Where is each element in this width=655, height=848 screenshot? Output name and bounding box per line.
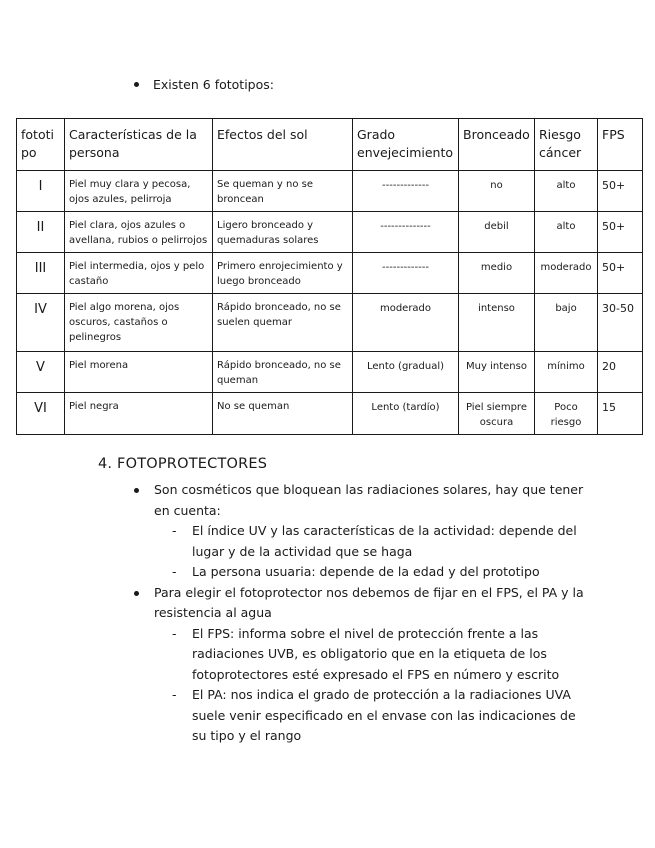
cell-fototipo: I [17, 171, 65, 212]
cell-envejecimiento: moderado [353, 294, 459, 352]
sub-list-item [134, 521, 584, 562]
table-header-row [17, 119, 643, 171]
intro-bullet [134, 77, 274, 92]
cell-efectos: Ligero bronceado y quemaduras solares [213, 212, 353, 253]
cell-fototipo: II [17, 212, 65, 253]
header-bronceado: Bronceado [459, 119, 535, 171]
cell-fototipo: III [17, 253, 65, 294]
cell-bronceado: Muy intenso [459, 352, 535, 393]
fototipos-table [16, 118, 643, 435]
cell-riesgo: alto [535, 212, 598, 253]
cell-envejecimiento: Lento (gradual) [353, 352, 459, 393]
dash-icon: - [172, 523, 177, 538]
table-row [17, 294, 643, 352]
cell-bronceado: medio [459, 253, 535, 294]
table-row [17, 253, 643, 294]
intro-text: Existen 6 fototipos: [153, 77, 274, 92]
list-item [134, 583, 584, 624]
dash-icon: - [172, 687, 177, 702]
cell-caracteristicas: Piel negra [65, 393, 213, 435]
cell-fps: 50+ [598, 253, 643, 294]
table-row [17, 171, 643, 212]
cell-caracteristicas: Piel clara, ojos azules o avellana, rubios o pelirrojos [65, 212, 213, 253]
cell-fototipo: VI [17, 393, 65, 435]
cell-envejecimiento: -------------- [353, 212, 459, 253]
cell-envejecimiento: ------------- [353, 253, 459, 294]
cell-fps: 30-50 [598, 294, 643, 352]
sub-item-text: El FPS: informa sobre el nivel de protección frente a las radiaciones UVB, es obligatorio que en la etiqueta de los fotoprotectores esté expresado el FPS en número y escrito [192, 625, 560, 682]
sub-item-text: El PA: nos indica el grado de protección a la radiaciones UVA suele venir especificado en el envase con las indicaciones de su tipo y el rango [192, 687, 576, 743]
dash-icon: - [172, 625, 177, 641]
cell-caracteristicas: Piel muy clara y pecosa, ojos azules, pelirroja [65, 171, 213, 212]
header-riesgo: Riesgo cáncer [535, 119, 598, 171]
sub-list-item [134, 624, 584, 686]
bullet-text: Para elegir el fotoprotector nos debemos de fijar en el FPS, el PA y la resistencia al agua [154, 584, 584, 620]
cell-riesgo: mínimo [535, 352, 598, 393]
section-title: 4. FOTOPROTECTORES [98, 456, 268, 472]
cell-bronceado: debil [459, 212, 535, 253]
cell-bronceado: no [459, 171, 535, 212]
cell-fototipo: IV [17, 294, 65, 352]
header-fps: FPS [598, 119, 643, 171]
table-row [17, 352, 643, 393]
cell-riesgo: moderado [535, 253, 598, 294]
cell-efectos: Se queman y no se broncean [213, 171, 353, 212]
header-envejecimiento: Grado envejecimiento [353, 119, 459, 171]
sub-list-item [134, 685, 584, 747]
cell-efectos: Rápido bronceado, no se suelen quemar [213, 294, 353, 352]
cell-fps: 15 [598, 393, 643, 435]
header-fototipo: fototipo [17, 119, 65, 171]
cell-fps: 20 [598, 352, 643, 393]
sub-list-item [134, 562, 584, 583]
cell-efectos: Primero enrojecimiento y luego bronceado [213, 253, 353, 294]
cell-caracteristicas: Piel intermedia, ojos y pelo castaño [65, 253, 213, 294]
cell-bronceado: intenso [459, 294, 535, 352]
bullet-icon [134, 82, 139, 87]
cell-bronceado: Piel siempre oscura [459, 393, 535, 435]
cell-riesgo: bajo [535, 294, 598, 352]
cell-caracteristicas: Piel algo morena, ojos oscuros, castaños o pelinegros [65, 294, 213, 352]
sub-item-text: La persona usuaria: depende de la edad y del prototipo [192, 564, 540, 579]
list-item [134, 480, 584, 521]
cell-fototipo: V [17, 352, 65, 393]
table-row [17, 212, 643, 253]
header-caracteristicas: Características de la persona [65, 119, 213, 171]
bullet-text: Son cosméticos que bloquean las radiaciones solares, hay que tener en cuenta: [154, 482, 584, 518]
cell-fps: 50+ [598, 212, 643, 253]
bullet-icon [134, 488, 139, 493]
cell-efectos: No se queman [213, 393, 353, 435]
dash-icon: - [172, 564, 177, 579]
sub-item-text: El índice UV y las características de la actividad: depende del lugar y de la actividad que se haga [192, 523, 577, 559]
header-efectos: Efectos del sol [213, 119, 353, 171]
section-content [134, 480, 584, 747]
cell-efectos: Rápido bronceado, no se queman [213, 352, 353, 393]
cell-riesgo: Poco riesgo [535, 393, 598, 435]
cell-caracteristicas: Piel morena [65, 352, 213, 393]
table-row [17, 393, 643, 435]
cell-riesgo: alto [535, 171, 598, 212]
bullet-icon [134, 591, 139, 596]
cell-envejecimiento: Lento (tardío) [353, 393, 459, 435]
cell-fps: 50+ [598, 171, 643, 212]
cell-envejecimiento: ------------- [353, 171, 459, 212]
